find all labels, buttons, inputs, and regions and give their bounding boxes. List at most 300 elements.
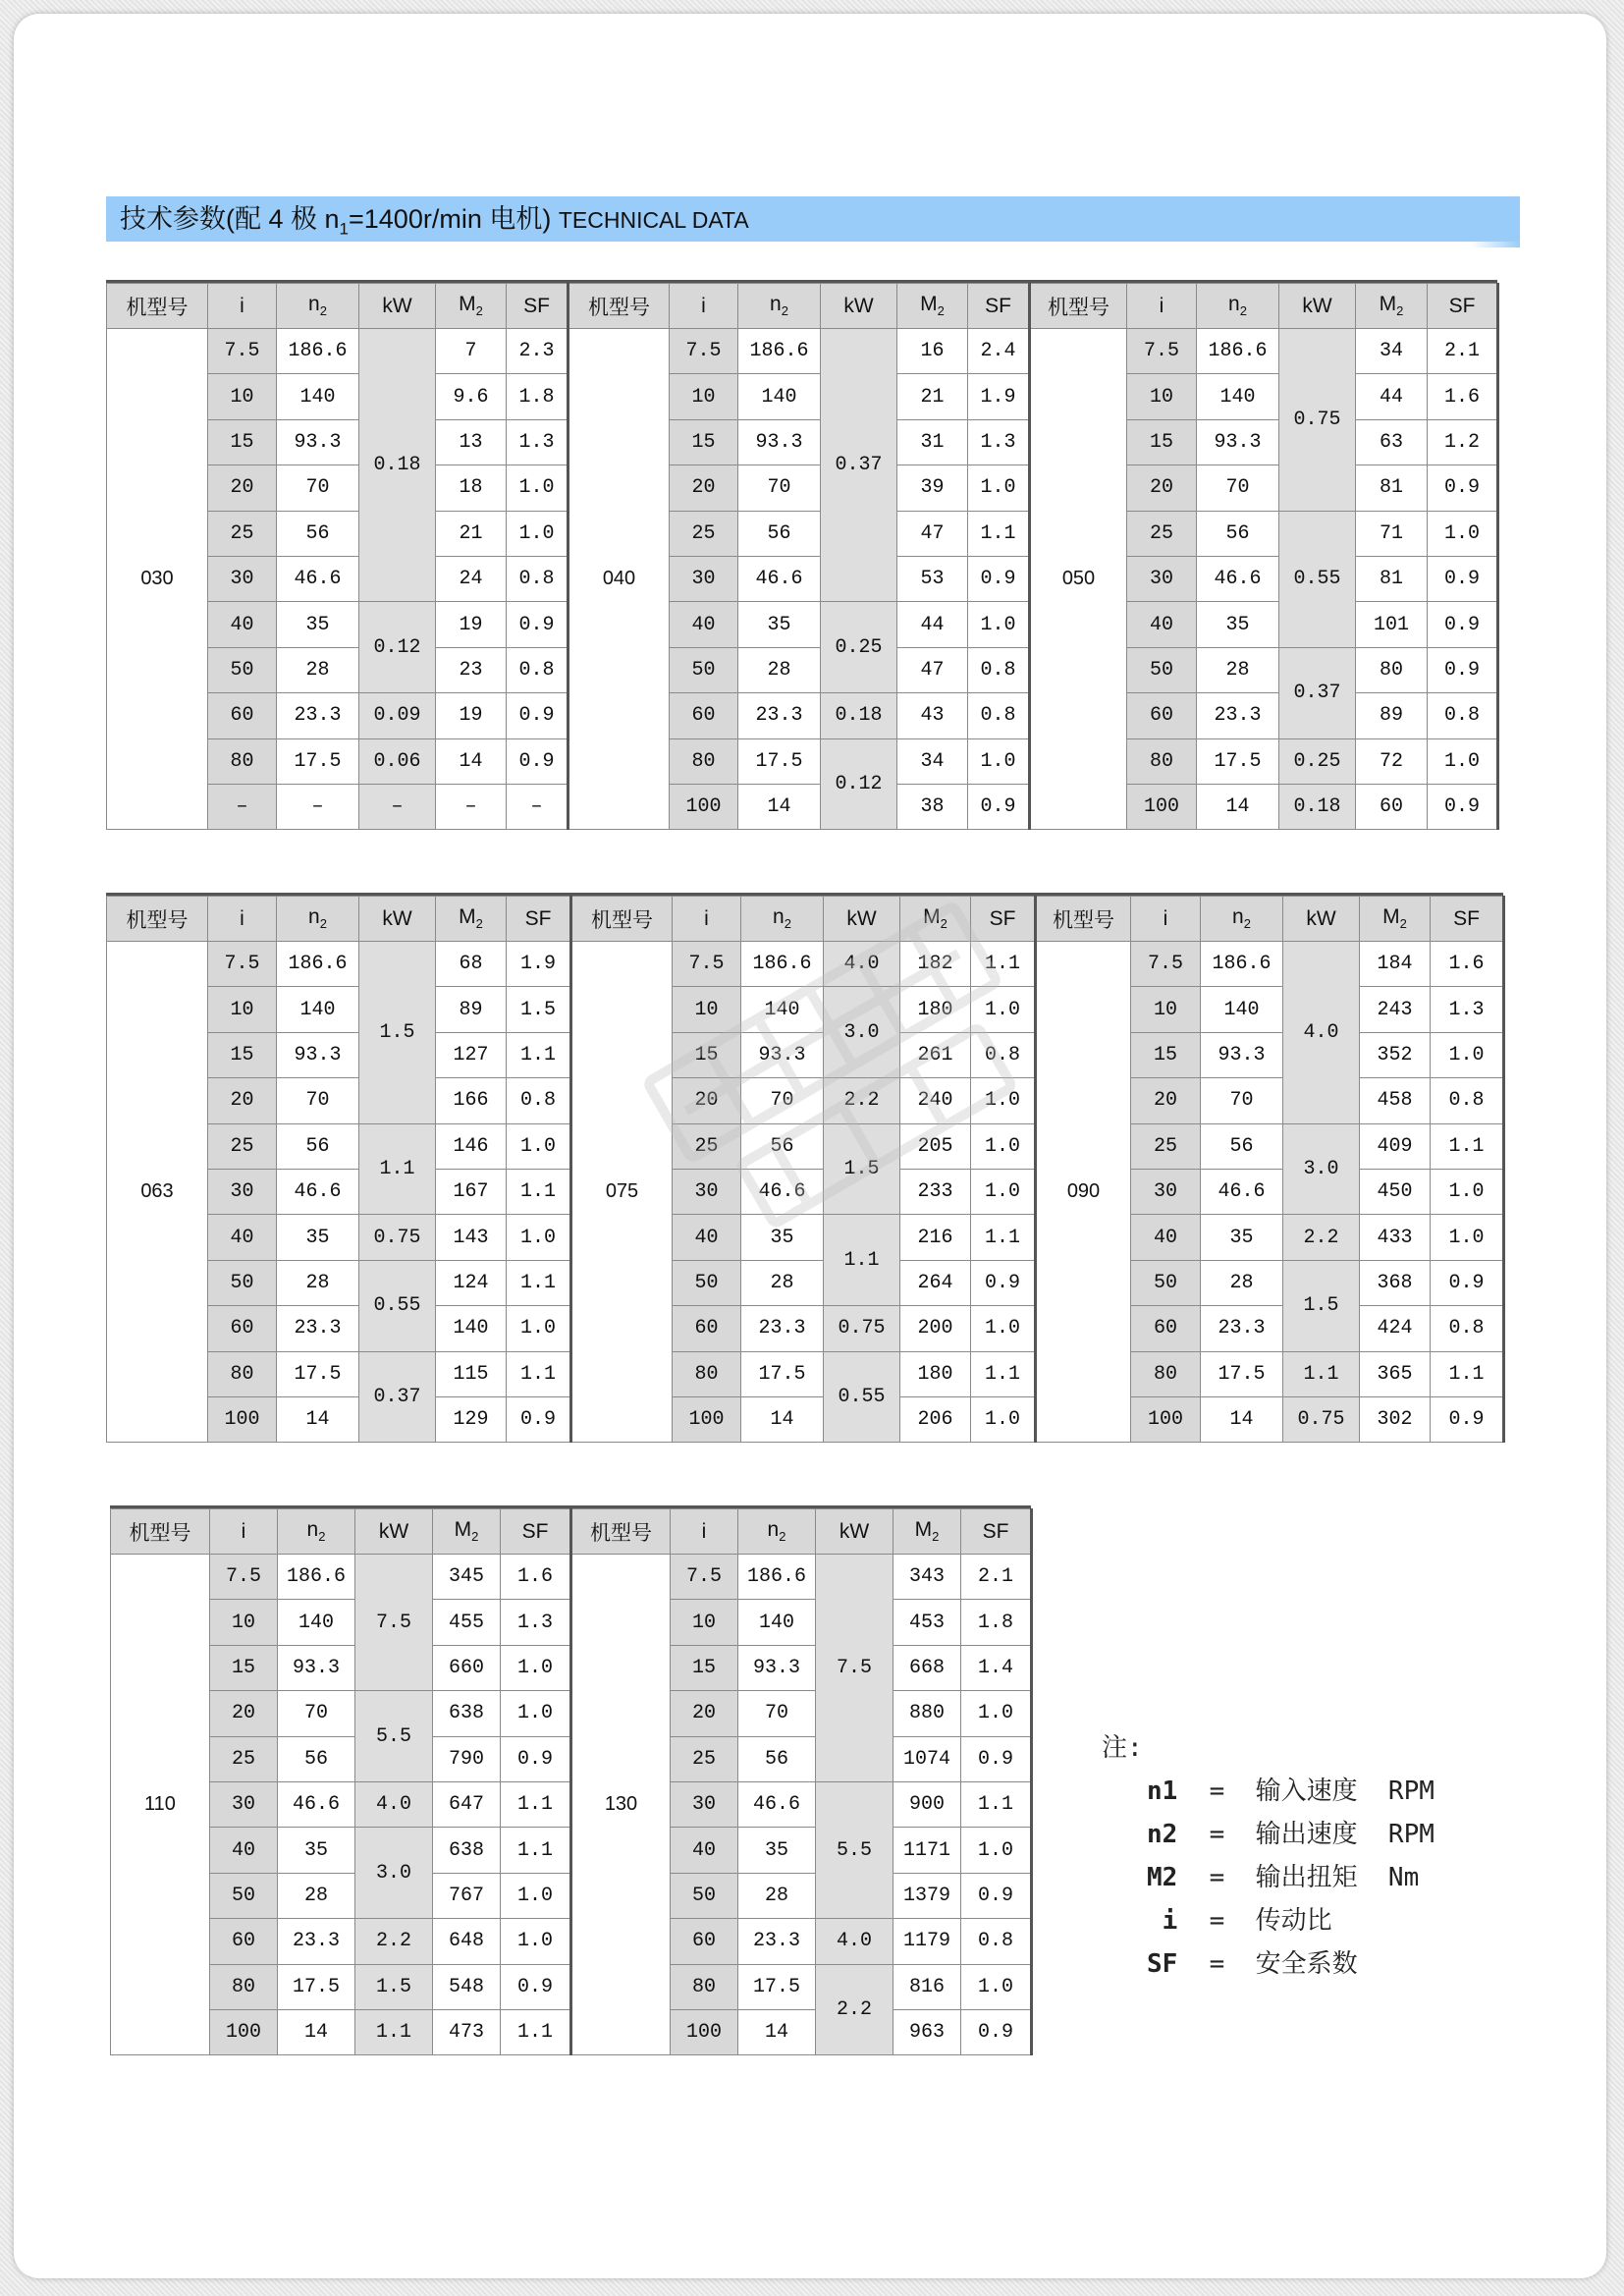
torque-cell: 60 — [1356, 784, 1428, 829]
ratio-cell: – — [208, 784, 277, 829]
output-speed-cell: 93.3 — [1201, 1032, 1283, 1077]
power-cell: 0.18 — [1279, 784, 1356, 829]
torque-cell: 43 — [897, 693, 968, 738]
output-speed-cell: 17.5 — [738, 1964, 816, 2009]
torque-cell: 44 — [897, 602, 968, 647]
torque-cell: 647 — [433, 1781, 501, 1827]
output-speed-cell: 46.6 — [1197, 556, 1279, 601]
power-cell: 5.5 — [355, 1691, 433, 1782]
table-top-rule — [110, 1505, 1031, 1508]
header-ratio: i — [670, 284, 738, 329]
ratio-cell: 50 — [673, 1260, 741, 1305]
header-m2 — [436, 897, 507, 942]
safety-factor-cell: 1.6 — [1428, 374, 1498, 419]
torque-cell: 47 — [897, 647, 968, 692]
power-cell: 3.0 — [824, 987, 900, 1078]
torque-cell: 205 — [900, 1123, 971, 1169]
safety-factor-cell: 1.0 — [971, 1169, 1036, 1214]
ratio-cell: 100 — [208, 1396, 277, 1442]
safety-factor-cell: 0.8 — [1428, 693, 1498, 738]
torque-cell: 455 — [433, 1600, 501, 1645]
ratio-cell: 100 — [671, 2009, 738, 2054]
ratio-cell: 50 — [208, 1260, 277, 1305]
safety-factor-cell: 1.0 — [501, 1645, 571, 1690]
safety-factor-cell: 0.9 — [507, 693, 568, 738]
output-speed-cell: 70 — [738, 1691, 816, 1736]
torque-cell: 409 — [1360, 1123, 1431, 1169]
header-ratio: i — [671, 1509, 738, 1555]
safety-factor-cell: 2.3 — [507, 329, 568, 374]
safety-factor-cell: 1.1 — [507, 1169, 571, 1214]
header-kw: kW — [1279, 284, 1356, 329]
output-speed-cell: 23.3 — [277, 1306, 359, 1351]
ratio-cell: 25 — [208, 511, 277, 556]
table-row — [107, 647, 1498, 692]
ratio-cell: 15 — [208, 419, 277, 465]
safety-factor-cell: 1.6 — [501, 1555, 571, 1600]
power-cell: 4.0 — [355, 1781, 433, 1827]
safety-factor-cell: 1.0 — [961, 1964, 1032, 2009]
ratio-cell: 40 — [673, 1215, 741, 1260]
ratio-cell: 10 — [210, 1600, 278, 1645]
section-title — [120, 204, 749, 244]
header-n2-subscript: 2 — [1243, 916, 1251, 932]
ratio-cell: 30 — [208, 1169, 277, 1214]
safety-factor-cell: 0.9 — [968, 556, 1030, 601]
ratio-cell: 10 — [673, 987, 741, 1032]
ratio-cell: 25 — [670, 511, 738, 556]
header-ratio: i — [208, 897, 277, 942]
safety-factor-cell: 1.0 — [968, 465, 1030, 511]
output-speed-cell: 140 — [1201, 987, 1283, 1032]
note-symbol: M2 — [1147, 1863, 1178, 1892]
output-speed-cell: 35 — [278, 1828, 355, 1873]
ratio-cell: 80 — [671, 1964, 738, 2009]
model-number-cell: 063 — [107, 942, 208, 1443]
output-speed-cell: 28 — [738, 1873, 816, 1918]
safety-factor-cell: 0.9 — [961, 1736, 1032, 1781]
output-speed-cell: 140 — [277, 374, 359, 419]
header-m2-text: M — [459, 293, 476, 316]
ratio-cell: 40 — [210, 1828, 278, 1873]
legend-notes — [1102, 1726, 1435, 1986]
safety-factor-cell: 0.9 — [507, 738, 568, 784]
output-speed-cell: 23.3 — [278, 1919, 355, 1964]
safety-factor-cell: 1.1 — [971, 942, 1036, 987]
output-speed-cell: 17.5 — [738, 738, 821, 784]
torque-cell: 261 — [900, 1032, 971, 1077]
model-number-cell: 130 — [571, 1555, 671, 2055]
header-kw: kW — [355, 1509, 433, 1555]
safety-factor-cell: 1.0 — [971, 987, 1036, 1032]
torque-cell: 365 — [1360, 1351, 1431, 1396]
output-speed-cell: 70 — [741, 1078, 824, 1123]
output-speed-cell: 23.3 — [738, 693, 821, 738]
output-speed-cell: 56 — [278, 1736, 355, 1781]
ratio-cell: 30 — [208, 556, 277, 601]
output-speed-cell: 186.6 — [277, 942, 359, 987]
safety-factor-cell: 1.1 — [507, 1260, 571, 1305]
torque-cell: 1171 — [893, 1828, 961, 1873]
note-definition: = 输入速度 RPM — [1194, 1777, 1435, 1806]
ratio-cell: 60 — [1127, 693, 1197, 738]
output-speed-cell: 28 — [1201, 1260, 1283, 1305]
torque-cell: 9.6 — [436, 374, 507, 419]
torque-cell: 345 — [433, 1555, 501, 1600]
torque-cell: 1379 — [893, 1873, 961, 1918]
header-m2-text: M — [920, 293, 938, 316]
output-speed-cell: 140 — [738, 374, 821, 419]
output-speed-cell: 70 — [277, 465, 359, 511]
safety-factor-cell: 1.3 — [507, 419, 568, 465]
safety-factor-cell: 1.3 — [501, 1600, 571, 1645]
ratio-cell: 25 — [673, 1123, 741, 1169]
note-symbol: i — [1147, 1906, 1178, 1936]
output-speed-cell: 46.6 — [277, 556, 359, 601]
output-speed-cell: 28 — [278, 1873, 355, 1918]
torque-cell: 433 — [1360, 1215, 1431, 1260]
output-speed-cell: 14 — [741, 1396, 824, 1442]
header-n2-text: n — [308, 905, 320, 929]
ratio-cell: 7.5 — [208, 942, 277, 987]
header-m2-subscript: 2 — [475, 916, 483, 932]
safety-factor-cell: 1.3 — [968, 419, 1030, 465]
spec-table-group-2 — [106, 896, 1505, 1443]
power-cell: 0.12 — [359, 602, 436, 693]
safety-factor-cell: 1.1 — [971, 1351, 1036, 1396]
power-cell: 2.2 — [355, 1919, 433, 1964]
torque-cell: 648 — [433, 1919, 501, 1964]
torque-cell: 34 — [897, 738, 968, 784]
ratio-cell: 15 — [670, 419, 738, 465]
safety-factor-cell: 1.4 — [961, 1645, 1032, 1690]
output-speed-cell: 70 — [278, 1691, 355, 1736]
output-speed-cell: 186.6 — [738, 1555, 816, 1600]
table-header-row — [111, 1509, 1032, 1555]
ratio-cell: 80 — [1131, 1351, 1201, 1396]
spec-table — [106, 896, 1505, 1443]
torque-cell: 900 — [893, 1781, 961, 1827]
safety-factor-cell: 2.4 — [968, 329, 1030, 374]
power-cell: 1.5 — [1283, 1260, 1360, 1351]
power-cell: 0.25 — [821, 602, 897, 693]
torque-cell: 167 — [436, 1169, 507, 1214]
torque-cell: 19 — [436, 602, 507, 647]
safety-factor-cell: 0.9 — [501, 1964, 571, 2009]
ratio-cell: 15 — [210, 1645, 278, 1690]
safety-factor-cell: 1.1 — [968, 511, 1030, 556]
ratio-cell: 100 — [670, 784, 738, 829]
safety-factor-cell: 1.1 — [501, 2009, 571, 2054]
output-speed-cell: 186.6 — [1201, 942, 1283, 987]
power-cell: 2.2 — [816, 1964, 893, 2055]
table-row — [107, 1396, 1504, 1442]
header-n2 — [1197, 284, 1279, 329]
torque-cell: 24 — [436, 556, 507, 601]
safety-factor-cell: 0.9 — [961, 1873, 1032, 1918]
header-n2-subscript: 2 — [781, 303, 788, 319]
header-n2 — [277, 284, 359, 329]
torque-cell: 38 — [897, 784, 968, 829]
output-speed-cell: 17.5 — [277, 738, 359, 784]
safety-factor-cell: 1.0 — [961, 1828, 1032, 1873]
output-speed-cell: 186.6 — [738, 329, 821, 374]
notes-heading: 注: — [1102, 1733, 1143, 1763]
ratio-cell: 60 — [670, 693, 738, 738]
output-speed-cell: 70 — [738, 465, 821, 511]
torque-cell: 44 — [1356, 374, 1428, 419]
torque-cell: 72 — [1356, 738, 1428, 784]
safety-factor-cell: 1.1 — [1431, 1351, 1504, 1396]
header-m2-text: M — [459, 905, 476, 929]
note-definition: = 输出扭矩 Nm — [1194, 1863, 1420, 1892]
safety-factor-cell: 1.0 — [507, 1123, 571, 1169]
table-header-row — [107, 897, 1504, 942]
torque-cell: 243 — [1360, 987, 1431, 1032]
header-m2 — [436, 284, 507, 329]
model-number-cell: 030 — [107, 329, 208, 830]
header-ratio: i — [1131, 897, 1201, 942]
ratio-cell: 50 — [1131, 1260, 1201, 1305]
power-cell: 1.1 — [355, 2009, 433, 2054]
ratio-cell: 30 — [670, 556, 738, 601]
ratio-cell: 80 — [210, 1964, 278, 2009]
header-sf: SF — [1428, 284, 1498, 329]
header-model: 机型号 — [107, 897, 208, 942]
output-speed-cell: 46.6 — [278, 1781, 355, 1827]
header-n2 — [738, 1509, 816, 1555]
note-item — [1147, 1899, 1435, 1942]
output-speed-cell: 186.6 — [278, 1555, 355, 1600]
torque-cell: 71 — [1356, 511, 1428, 556]
note-symbol: n1 — [1147, 1777, 1178, 1806]
torque-cell: 368 — [1360, 1260, 1431, 1305]
spec-table — [110, 1508, 1033, 2055]
ratio-cell: 50 — [210, 1873, 278, 1918]
header-kw: kW — [816, 1509, 893, 1555]
header-model: 机型号 — [1036, 897, 1131, 942]
output-speed-cell: – — [277, 784, 359, 829]
safety-factor-cell: 0.8 — [1431, 1306, 1504, 1351]
safety-factor-cell: 0.9 — [1428, 556, 1498, 601]
power-cell: 1.1 — [1283, 1351, 1360, 1396]
torque-cell: 458 — [1360, 1078, 1431, 1123]
power-cell: 3.0 — [355, 1828, 433, 1919]
section-title-bar — [106, 196, 1520, 242]
ratio-cell: 20 — [671, 1691, 738, 1736]
safety-factor-cell: 0.9 — [961, 2009, 1032, 2054]
note-definition: = 安全系数 — [1194, 1949, 1358, 1979]
header-ratio: i — [210, 1509, 278, 1555]
spec-table-group-3 — [110, 1508, 1033, 2055]
output-speed-cell: 93.3 — [277, 1032, 359, 1077]
header-model: 机型号 — [111, 1509, 210, 1555]
torque-cell: 39 — [897, 465, 968, 511]
safety-factor-cell: 1.1 — [507, 1032, 571, 1077]
torque-cell: 1074 — [893, 1736, 961, 1781]
power-cell: 2.2 — [824, 1078, 900, 1123]
torque-cell: 638 — [433, 1691, 501, 1736]
table-row — [107, 329, 1498, 374]
ratio-cell: 20 — [210, 1691, 278, 1736]
header-n2-text: n — [767, 1518, 780, 1542]
torque-cell: 233 — [900, 1169, 971, 1214]
power-cell: 7.5 — [816, 1555, 893, 1782]
safety-factor-cell: 1.0 — [507, 465, 568, 511]
safety-factor-cell: 0.9 — [968, 784, 1030, 829]
safety-factor-cell: 1.9 — [968, 374, 1030, 419]
torque-cell: 963 — [893, 2009, 961, 2054]
safety-factor-cell: 1.0 — [971, 1078, 1036, 1123]
header-sf: SF — [971, 897, 1036, 942]
ratio-cell: 20 — [1131, 1078, 1201, 1123]
header-model: 机型号 — [571, 1509, 671, 1555]
ratio-cell: 40 — [208, 1215, 277, 1260]
ratio-cell: 100 — [1127, 784, 1197, 829]
output-speed-cell: 140 — [738, 1600, 816, 1645]
output-speed-cell: 35 — [277, 602, 359, 647]
ratio-cell: 30 — [671, 1781, 738, 1827]
safety-factor-cell: 1.1 — [501, 1781, 571, 1827]
safety-factor-cell: 1.0 — [1428, 738, 1498, 784]
header-m2 — [1356, 284, 1428, 329]
safety-factor-cell: 0.8 — [968, 693, 1030, 738]
header-m2-text: M — [1379, 293, 1397, 316]
header-ratio: i — [1127, 284, 1197, 329]
header-kw: kW — [1283, 897, 1360, 942]
torque-cell: 81 — [1356, 556, 1428, 601]
ratio-cell: 50 — [208, 647, 277, 692]
header-n2-subscript: 2 — [779, 1529, 786, 1545]
ratio-cell: 50 — [670, 647, 738, 692]
output-speed-cell: 93.3 — [738, 419, 821, 465]
ratio-cell: 60 — [671, 1919, 738, 1964]
header-n2 — [738, 284, 821, 329]
ratio-cell: 30 — [1127, 556, 1197, 601]
torque-cell: 453 — [893, 1600, 961, 1645]
power-cell: 0.37 — [359, 1351, 436, 1443]
power-cell: 0.06 — [359, 738, 436, 784]
torque-cell: 140 — [436, 1306, 507, 1351]
power-cell: 1.1 — [824, 1215, 900, 1306]
torque-cell: 34 — [1356, 329, 1428, 374]
safety-factor-cell: 1.9 — [507, 942, 571, 987]
header-n2-text: n — [1228, 293, 1240, 316]
ratio-cell: 7.5 — [1131, 942, 1201, 987]
output-speed-cell: 23.3 — [1201, 1306, 1283, 1351]
torque-cell: 180 — [900, 987, 971, 1032]
torque-cell: 68 — [436, 942, 507, 987]
torque-cell: 200 — [900, 1306, 971, 1351]
torque-cell: 206 — [900, 1396, 971, 1442]
header-n2 — [1201, 897, 1283, 942]
safety-factor-cell: 1.0 — [1431, 1032, 1504, 1077]
torque-cell: 790 — [433, 1736, 501, 1781]
output-speed-cell: 35 — [738, 1828, 816, 1873]
output-speed-cell: 46.6 — [1201, 1169, 1283, 1214]
torque-cell: 182 — [900, 942, 971, 987]
header-n2-text: n — [770, 293, 782, 316]
output-speed-cell: 93.3 — [741, 1032, 824, 1077]
torque-cell: 127 — [436, 1032, 507, 1077]
torque-cell: 240 — [900, 1078, 971, 1123]
safety-factor-cell: 1.6 — [1431, 942, 1504, 987]
header-model: 机型号 — [571, 897, 673, 942]
safety-factor-cell: 1.2 — [1428, 419, 1498, 465]
ratio-cell: 15 — [671, 1645, 738, 1690]
ratio-cell: 7.5 — [673, 942, 741, 987]
safety-factor-cell: 2.1 — [961, 1555, 1032, 1600]
safety-factor-cell: 0.8 — [968, 647, 1030, 692]
output-speed-cell: 70 — [1197, 465, 1279, 511]
note-symbol: SF — [1147, 1949, 1178, 1979]
header-kw: kW — [359, 897, 436, 942]
safety-factor-cell: 0.9 — [971, 1260, 1036, 1305]
safety-factor-cell: 1.0 — [1431, 1169, 1504, 1214]
output-speed-cell: 70 — [1201, 1078, 1283, 1123]
header-n2 — [741, 897, 824, 942]
header-m2-text: M — [914, 1518, 933, 1542]
output-speed-cell: 186.6 — [1197, 329, 1279, 374]
ratio-cell: 10 — [671, 1600, 738, 1645]
header-m2-subscript: 2 — [937, 303, 945, 319]
ratio-cell: 80 — [1127, 738, 1197, 784]
table-row — [107, 1123, 1504, 1169]
safety-factor-cell: 1.0 — [1428, 511, 1498, 556]
ratio-cell: 60 — [673, 1306, 741, 1351]
safety-factor-cell: 1.0 — [501, 1919, 571, 1964]
ratio-cell: 15 — [1127, 419, 1197, 465]
table-row — [107, 784, 1498, 829]
safety-factor-cell: 1.3 — [1431, 987, 1504, 1032]
note-symbol: n2 — [1147, 1820, 1178, 1849]
table-top-rule — [106, 280, 1497, 283]
table-top-rule — [106, 893, 1503, 896]
output-speed-cell: 17.5 — [1197, 738, 1279, 784]
table-row — [111, 1555, 1032, 1600]
ratio-cell: 50 — [1127, 647, 1197, 692]
header-sf: SF — [501, 1509, 571, 1555]
header-n2-text: n — [306, 1518, 319, 1542]
model-number-cell: 090 — [1036, 942, 1131, 1443]
header-kw: kW — [821, 284, 897, 329]
header-m2-subscript: 2 — [932, 1529, 940, 1545]
output-speed-cell: 70 — [277, 1078, 359, 1123]
safety-factor-cell: 1.0 — [971, 1306, 1036, 1351]
ratio-cell: 30 — [210, 1781, 278, 1827]
ratio-cell: 100 — [210, 2009, 278, 2054]
ratio-cell: 80 — [208, 1351, 277, 1396]
output-speed-cell: 35 — [741, 1215, 824, 1260]
ratio-cell: 10 — [1131, 987, 1201, 1032]
ratio-cell: 10 — [1127, 374, 1197, 419]
safety-factor-cell: 1.0 — [971, 1396, 1036, 1442]
output-speed-cell: 46.6 — [738, 556, 821, 601]
ratio-cell: 10 — [208, 987, 277, 1032]
power-cell: 0.55 — [1279, 511, 1356, 647]
output-speed-cell: 46.6 — [277, 1169, 359, 1214]
torque-cell: 14 — [436, 738, 507, 784]
ratio-cell: 40 — [671, 1828, 738, 1873]
power-cell: 1.5 — [359, 942, 436, 1124]
ratio-cell: 25 — [208, 1123, 277, 1169]
header-m2-subscript: 2 — [475, 303, 483, 319]
safety-factor-cell: 1.0 — [971, 1123, 1036, 1169]
table-row — [107, 1215, 1504, 1260]
torque-cell: 7 — [436, 329, 507, 374]
torque-cell: 880 — [893, 1691, 961, 1736]
table-header-row — [107, 284, 1498, 329]
